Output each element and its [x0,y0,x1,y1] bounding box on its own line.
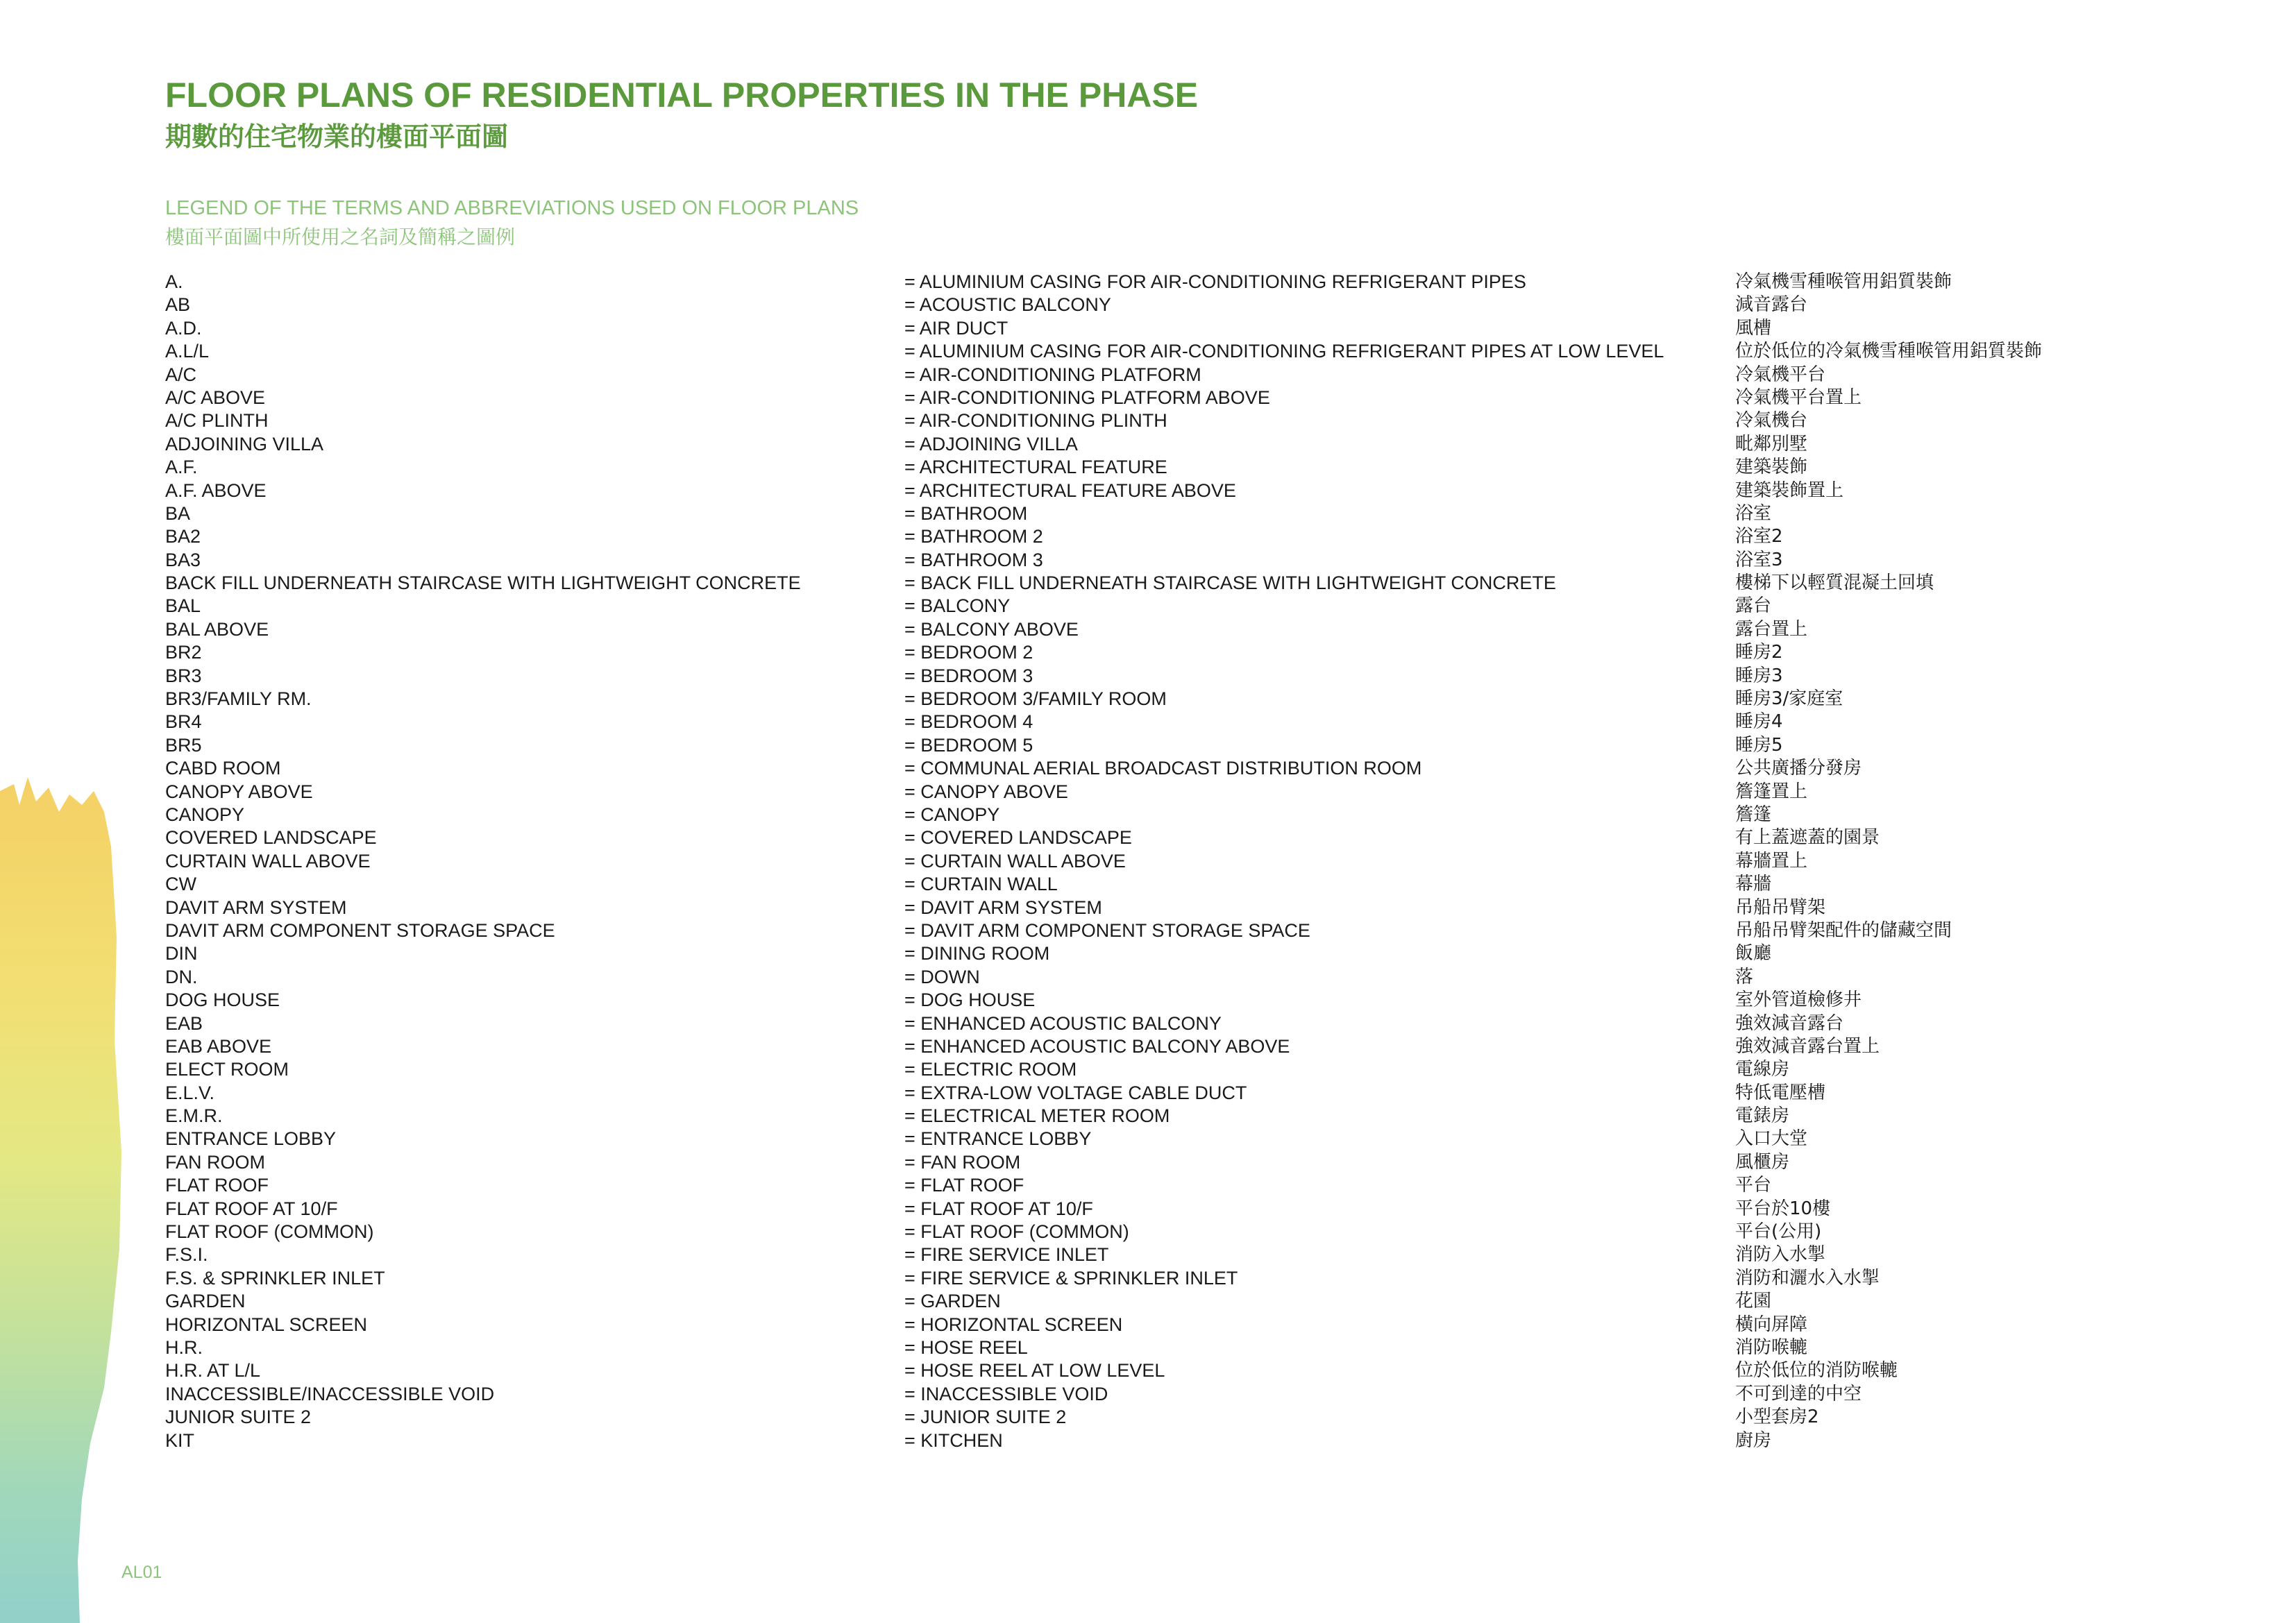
legend-abbr-item: A/C ABOVE [165,386,266,408]
legend-en-item: = AIR-CONDITIONING PLATFORM [904,364,1201,385]
legend-abbr-item: HORIZONTAL SCREEN [165,1314,368,1335]
legend-en-item: = BEDROOM 5 [904,734,1033,756]
legend-en-item: = GARDEN [904,1291,1001,1312]
legend-zh-item: 強效減音露台置上 [1735,1035,1880,1057]
legend-abbr-item: AB [165,294,191,316]
legend-zh-item: 入口大堂 [1735,1128,1808,1150]
page-title-en: FLOOR PLANS OF RESIDENTIAL PROPERTIES IN THE PHASE [165,76,1199,114]
legend-abbr-item: INACCESSIBLE/INACCESSIBLE VOID [165,1383,495,1404]
legend-en-item: = COVERED LANDSCAPE [904,827,1132,849]
legend-en-item: = BALCONY [904,595,1011,617]
legend-zh-item: 不可到達的中空 [1735,1383,1862,1404]
legend-zh-item: 睡房3/家庭室 [1735,688,1843,710]
legend-abbr-item: H.R. AT L/L [165,1360,261,1382]
legend-en-item: = AIR-CONDITIONING PLATFORM ABOVE [904,386,1270,408]
legend-en-item: = FLAT ROOF AT 10/F [904,1198,1093,1219]
legend-zh-item: 睡房3 [1735,665,1783,686]
legend-en-item: = ACOUSTIC BALCONY [904,294,1111,316]
legend-en-item: = INACCESSIBLE VOID [904,1383,1108,1404]
legend-en-item: = ELECTRIC ROOM [904,1059,1077,1080]
legend-en-item: = BEDROOM 2 [904,642,1033,663]
legend-en-item: = HORIZONTAL SCREEN [904,1314,1123,1335]
legend-en-item: = DAVIT ARM COMPONENT STORAGE SPACE [904,919,1310,941]
legend-en-item: = FLAT ROOF (COMMON) [904,1221,1129,1243]
legend-heading-en: LEGEND OF THE TERMS AND ABBREVIATIONS USED ON FLOOR PLANS [165,197,859,219]
legend-en-item: = BACK FILL UNDERNEATH STAIRCASE WITH LIGHTWEIGHT CONCRETE [904,572,1556,594]
legend-zh-item: 吊船吊臂架 [1735,897,1826,918]
legend-abbr-item: FLAT ROOF (COMMON) [165,1221,374,1243]
legend-zh-item: 浴室2 [1735,526,1783,547]
legend-en-item: = BEDROOM 4 [904,711,1033,733]
legend-zh-item: 消防和灑水入水掣 [1735,1267,1880,1289]
legend-zh-item: 廚房 [1735,1429,1772,1451]
legend-zh-item: 消防喉轆 [1735,1336,1808,1358]
legend-en-item: = ARCHITECTURAL FEATURE ABOVE [904,479,1236,501]
legend-zh-item: 建築裝飾 [1735,457,1808,478]
legend-en-item: = ALUMINIUM CASING FOR AIR-CONDITIONING REFRIGERANT PIPES AT LOW LEVEL [904,341,1664,362]
legend-zh-item: 毗鄰別墅 [1735,433,1808,454]
legend-abbr-item: A.F. ABOVE [165,479,267,501]
legend-abbr-item: F.S.I. [165,1244,208,1266]
legend-zh-item: 強效減音露台 [1735,1012,1844,1034]
legend-en-item: = CANOPY [904,804,1000,825]
legend-en-item: = FLAT ROOF [904,1175,1024,1196]
legend-en-item: = BATHROOM 3 [904,549,1043,570]
legend-en-item: = HOSE REEL AT LOW LEVEL [904,1360,1165,1382]
legend-abbr-item: BACK FILL UNDERNEATH STAIRCASE WITH LIGHTWEIGHT CONCRETE [165,572,801,594]
legend-abbr-item: ELECT ROOM [165,1059,289,1080]
legend-zh-item: 吊船吊臂架配件的儲藏空間 [1735,919,1952,941]
legend-abbr-item: CW [165,874,196,895]
legend-en-item: = BATHROOM 2 [904,526,1043,547]
legend-zh-item: 花園 [1735,1291,1772,1312]
legend-zh-item: 冷氣機雪種喉管用鋁質裝飾 [1735,271,1952,292]
legend-zh-item: 公共廣播分發房 [1735,758,1862,779]
legend-abbr-item: EAB [165,1012,203,1034]
english-term-column [904,271,1664,1452]
legend-abbr-item: DIN [165,943,198,965]
legend-abbr-item: BA3 [165,549,201,570]
legend-abbr-item: BA2 [165,526,201,547]
legend-zh-item: 電線房 [1735,1059,1790,1080]
legend-abbr-item: BR3 [165,665,202,686]
legend-heading-zh: 樓面平面圖中所使用之名詞及簡稱之圖例 [165,226,516,248]
legend-zh-item: 電錶房 [1735,1105,1790,1127]
legend-abbr-item: BAL ABOVE [165,618,269,640]
legend-zh-item: 平台(公用) [1735,1221,1822,1243]
chinese-term-column [1735,271,2042,1452]
abbreviation-column [165,271,801,1452]
legend-zh-item: 平台 [1735,1175,1772,1196]
legend-abbr-item: DN. [165,966,198,987]
legend-en-item: = BEDROOM 3/FAMILY ROOM [904,688,1167,710]
legend-zh-item: 浴室3 [1735,549,1783,570]
legend-en-item: = CURTAIN WALL [904,874,1058,895]
legend-en-item: = BATHROOM [904,502,1028,524]
legend-abbr-item: E.M.R. [165,1105,223,1127]
page-number: AL01 [121,1563,162,1582]
legend-zh-item: 風槽 [1735,317,1772,339]
legend-en-item: = ARCHITECTURAL FEATURE [904,457,1167,478]
legend-abbr-item: EAB ABOVE [165,1035,272,1057]
legend-abbr-item: DOG HOUSE [165,989,280,1011]
legend-abbr-item: F.S. & SPRINKLER INLET [165,1267,385,1289]
legend-zh-item: 平台於10樓 [1735,1198,1831,1219]
legend-en-item: = CANOPY ABOVE [904,781,1068,802]
legend-zh-item: 有上蓋遮蓋的園景 [1735,827,1880,849]
legend-en-item: = AIR-CONDITIONING PLINTH [904,410,1167,432]
legend-en-item: = JUNIOR SUITE 2 [904,1407,1067,1428]
legend-abbr-item: BR3/FAMILY RM. [165,688,312,710]
legend-en-item: = DINING ROOM [904,943,1050,965]
legend-zh-item: 露台 [1735,595,1772,617]
legend-abbr-item: BA [165,502,191,524]
legend-abbr-item: BR4 [165,711,202,733]
legend-abbr-item: JUNIOR SUITE 2 [165,1407,312,1428]
legend-en-item: = DAVIT ARM SYSTEM [904,897,1102,918]
legend-abbr-item: CANOPY ABOVE [165,781,313,802]
legend-abbr-item: BAL [165,595,201,617]
legend-zh-item: 位於低位的消防喉轆 [1735,1360,1898,1382]
legend-abbr-item: CABD ROOM [165,758,281,779]
legend-en-item: = HOSE REEL [904,1336,1028,1358]
legend-zh-item: 冷氣機台 [1735,410,1808,432]
legend-zh-item: 睡房2 [1735,642,1783,663]
legend-zh-item: 橫向屏障 [1735,1314,1808,1335]
legend-zh-item: 小型套房2 [1735,1407,1819,1428]
legend-zh-item: 浴室 [1735,502,1772,524]
legend-zh-item: 冷氣機平台 [1735,364,1826,385]
legend-zh-item: 簷篷置上 [1735,781,1808,802]
page-title-zh: 期數的住宅物業的樓面平面圖 [165,121,509,152]
legend-abbr-item: A.L/L [165,341,210,362]
legend-en-item: = ADJOINING VILLA [904,433,1078,454]
legend-abbr-item: KIT [165,1429,195,1451]
legend-abbr-item: ENTRANCE LOBBY [165,1128,337,1150]
legend-abbr-item: GARDEN [165,1291,246,1312]
legend-abbr-item: DAVIT ARM SYSTEM [165,897,347,918]
legend-zh-item: 室外管道檢修井 [1735,989,1862,1011]
legend-en-item: = FIRE SERVICE & SPRINKLER INLET [904,1267,1238,1289]
legend-abbr-item: E.L.V. [165,1082,215,1103]
legend-en-item: = KITCHEN [904,1429,1003,1451]
legend-abbr-item: BR5 [165,734,202,756]
legend-en-item: = ENHANCED ACOUSTIC BALCONY [904,1012,1222,1034]
legend-abbr-item: CURTAIN WALL ABOVE [165,850,371,872]
legend-en-item: = DOWN [904,966,980,987]
legend-abbr-item: FLAT ROOF AT 10/F [165,1198,338,1219]
legend-abbr-item: A/C [165,364,197,385]
legend-en-item: = FIRE SERVICE INLET [904,1244,1109,1266]
legend-zh-item: 幕牆置上 [1735,850,1808,872]
legend-en-item: = CURTAIN WALL ABOVE [904,850,1126,872]
legend-en-item: = ENTRANCE LOBBY [904,1128,1092,1150]
legend-abbr-item: A. [165,271,183,292]
legend-en-item: = COMMUNAL AERIAL BROADCAST DISTRIBUTION ROOM [904,758,1422,779]
legend-abbr-item: A.F. [165,457,198,478]
legend-zh-item: 冷氣機平台置上 [1735,386,1862,408]
legend-abbr-item: COVERED LANDSCAPE [165,827,377,849]
legend-zh-item: 消防入水掣 [1735,1244,1826,1266]
legend-zh-item: 落 [1735,966,1754,987]
legend-abbr-item: FLAT ROOF [165,1175,269,1196]
legend-en-item: = BEDROOM 3 [904,665,1033,686]
legend-zh-item: 露台置上 [1735,618,1808,640]
legend-en-item: = ELECTRICAL METER ROOM [904,1105,1170,1127]
legend-en-item: = ALUMINIUM CASING FOR AIR-CONDITIONING REFRIGERANT PIPES [904,271,1526,292]
legend-zh-item: 建築裝飾置上 [1735,479,1844,501]
watercolor-decoration [0,763,139,1623]
legend-zh-item: 睡房5 [1735,734,1783,756]
legend-abbr-item: A.D. [165,317,202,339]
legend-zh-item: 簷篷 [1735,804,1772,825]
legend-zh-item: 位於低位的冷氣機雪種喉管用鋁質裝飾 [1735,341,2043,362]
legend-zh-item: 樓梯下以輕質混凝土回填 [1735,572,1934,594]
legend-zh-item: 睡房4 [1735,711,1783,733]
legend-abbr-item: BR2 [165,642,202,663]
legend-zh-item: 減音露台 [1735,294,1808,316]
legend-abbr-item: DAVIT ARM COMPONENT STORAGE SPACE [165,919,555,941]
legend-en-item: = ENHANCED ACOUSTIC BALCONY ABOVE [904,1035,1290,1057]
legend-abbr-item: A/C PLINTH [165,410,269,432]
legend-zh-item: 飯廳 [1735,943,1772,965]
legend-abbr-item: FAN ROOM [165,1151,266,1173]
legend-abbr-item: CANOPY [165,804,245,825]
legend-zh-item: 風櫃房 [1735,1151,1790,1173]
legend-en-item: = EXTRA-LOW VOLTAGE CABLE DUCT [904,1082,1247,1103]
legend-en-item: = DOG HOUSE [904,989,1036,1011]
legend-abbr-item: H.R. [165,1336,203,1358]
legend-en-item: = BALCONY ABOVE [904,618,1079,640]
legend-en-item: = FAN ROOM [904,1151,1021,1173]
legend-zh-item: 特低電壓槽 [1735,1082,1826,1103]
legend-en-item: = AIR DUCT [904,317,1008,339]
legend-abbr-item: ADJOINING VILLA [165,433,324,454]
legend-zh-item: 幕牆 [1735,874,1772,895]
